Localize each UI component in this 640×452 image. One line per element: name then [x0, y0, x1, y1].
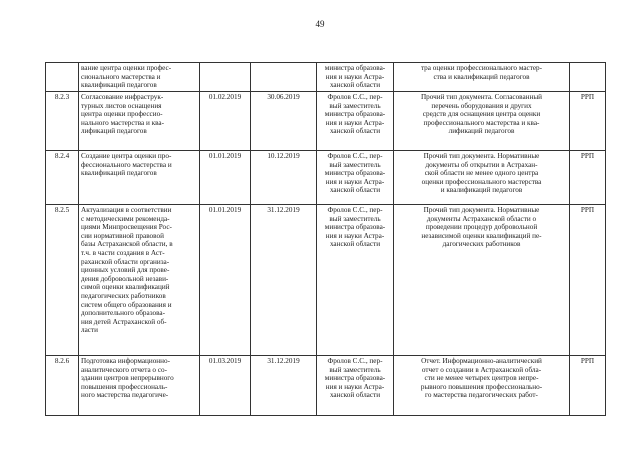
- table-row: [46, 356, 606, 416]
- item-number-cell: 8.2.3: [46, 92, 79, 151]
- activity-name-cell: Подготовка информационно- аналитического отчета о со- здании центров непрерывного повышения профессиональ- ного мастерства педагогиче-: [79, 356, 200, 416]
- start-date-cell: 01.02.2019: [200, 92, 251, 151]
- control-level-cell: РРП: [570, 356, 606, 416]
- item-number-cell: 8.2.5: [46, 205, 79, 356]
- control-level-cell: РРП: [570, 151, 606, 205]
- start-date-cell: 01.01.2019: [200, 151, 251, 205]
- responsible-cell: Фролов С.С., пер- вый заместитель министра образова- ния и науки Астра- ханской области: [317, 356, 394, 416]
- activity-name-cell: Согласование инфраструк- турных листов оснащения центра оценки профессио- нального мастерства и ква- лификаций педагогов: [79, 92, 200, 151]
- start-date-cell: 01.03.2019: [200, 356, 251, 416]
- start-date-cell: 01.01.2019: [200, 205, 251, 356]
- end-date-cell: 10.12.2019: [251, 151, 317, 205]
- end-date-cell: 31.12.2019: [251, 356, 317, 416]
- responsible-cell: Фролов С.С., пер- вый заместитель министра образова- ния и науки Астра- ханской области: [317, 151, 394, 205]
- activity-name-cell: Актуализация в соответствии с методическими рекоменда- циями Минпросвещения Рос- сии нормативной правовой базы Астраханской области, в т.ч. в части создания в Аст- раханской области организа- ционных условий для прове- дения добровольной незави- симой оценки квалификаций педагогических работников систем общего образования и дополнительного образова- ния детей Астраханской об- ласти: [79, 205, 200, 356]
- table-row: [46, 92, 606, 151]
- responsible-cell: Фролов С.С., пер- вый заместитель министра образова- ния и науки Астра- ханской области: [317, 205, 394, 356]
- activity-plan-table: [45, 62, 606, 416]
- table-row: [46, 63, 606, 92]
- result-cell: тра оценки профессионального мастер- ства и квалификаций педагогов: [394, 63, 570, 92]
- activity-name-cell: Создание центра оценки про- фессионального мастерства и квалификаций педагогов: [79, 151, 200, 205]
- control-level-cell: [570, 63, 606, 92]
- page-number: 49: [315, 19, 325, 29]
- table-row: [46, 205, 606, 356]
- start-date-cell: [200, 63, 251, 92]
- result-cell: Прочий тип документа. Нормативные документы Астраханской области о проведении процедур добровольной независимой оценки квалификаций пе- дагогических работников: [394, 205, 570, 356]
- control-level-cell: РРП: [570, 205, 606, 356]
- result-cell: Прочий тип документа. Согласованный перечень оборудования и других средств для оснащения центра оценки профессионального мастерства и ква- лификаций педагогов: [394, 92, 570, 151]
- responsible-cell: Фролов С.С., пер- вый заместитель министра образова- ния и науки Астра- ханской области: [317, 92, 394, 151]
- end-date-cell: [251, 63, 317, 92]
- control-level-cell: РРП: [570, 92, 606, 151]
- result-cell: Отчет. Информационно-аналитический отчет о создании в Астраханской обла- сти не менее четырех центров непре- рывного повышения профессионально- го мастерства педагогических работ-: [394, 356, 570, 416]
- activity-name-cell: вание центра оценки профес- сионального мастерства и квалификаций педагогов: [79, 63, 200, 92]
- end-date-cell: 31.12.2019: [251, 205, 317, 356]
- item-number-cell: 8.2.6: [46, 356, 79, 416]
- item-number-cell: [46, 63, 79, 92]
- responsible-cell: министра образова- ния и науки Астра- ханской области: [317, 63, 394, 92]
- table-row: [46, 151, 606, 205]
- item-number-cell: 8.2.4: [46, 151, 79, 205]
- result-cell: Прочий тип документа. Нормативные документы об открытии в Астрахан- ской области не менее одного центра оценки профессионального мастерства и квалификаций педагогов: [394, 151, 570, 205]
- end-date-cell: 30.06.2019: [251, 92, 317, 151]
